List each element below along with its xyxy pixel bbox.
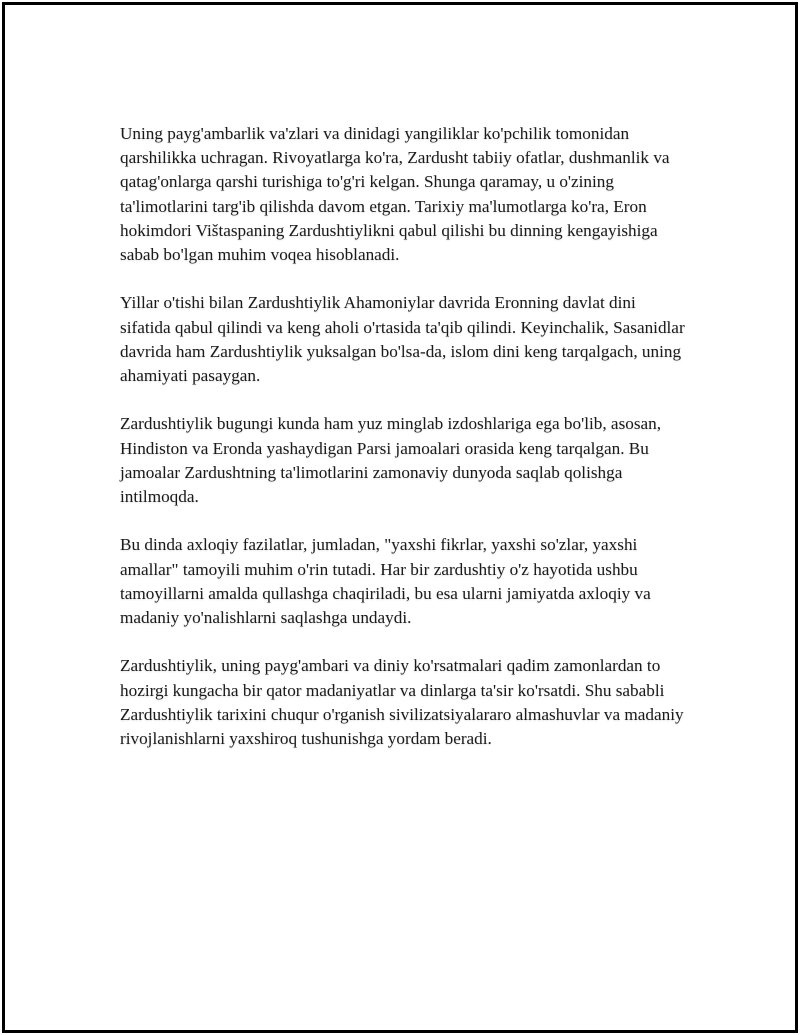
paragraph-1: Uning payg'ambarlik va'zlari va dinidagi yangiliklar ko'pchilik tomonidan qarshilikka uchragan. Rivoyatlarga ko'ra, Zardusht tabiiy ofatlar, dushmanlik va qatag'onlarga qarshi turishiga to'g'ri kelgan. Shunga qaramay, u o'zining ta'limotlarini targ'ib qilishda davom etgan. Tarixiy ma'lumotlarga ko'ra, Eron hokimdori Vištaspaning Zardushtiylikni qabul qilishi bu dinning kengayishiga sabab bo'lgan muhim voqea hisoblanadi. — [120, 124, 670, 265]
paragraph-2: Yillar o'tishi bilan Zardushtiylik Ahamoniylar davrida Eronning davlat dini sifatida qabul qilindi va keng aholi o'rtasida ta'qib qilindi. Keyinchalik, Sasanidlar davrida ham Zardushtiylik yuksalgan bo'lsa-da, islom dini keng tarqalgach, uning ahamiyati pasaygan. — [120, 293, 685, 386]
paragraph-5: Zardushtiylik, uning payg'ambari va diniy ko'rsatmalari qadim zamonlardan to hozirgi kungacha bir qator madaniyatlar va dinlarga ta'sir ko'rsatdi. Shu sababli Zardushtiylik tarixini chuqur o'rganish sivilizatsiyalararo almashuvlar va madaniy rivojlanishlarni yaxshiroq tushunishga yordam beradi. — [120, 656, 684, 749]
paragraph-3: Zardushtiylik bugungi kunda ham yuz minglab izdoshlariga ega bo'lib, asosan, Hindiston va Eronda yashaydigan Parsi jamoalari orasida keng tarqalgan. Bu jamoalar Zardushtning ta'limotlarini zamonaviy dunyoda saqlab qolishga intilmoqda. — [120, 414, 662, 507]
document-body — [120, 122, 690, 775]
page-border — [2, 2, 798, 1033]
paragraph-4: Bu dinda axloqiy fazilatlar, jumladan, "yaxshi fikrlar, yaxshi so'zlar, yaxshi amallar" tamoyili muhim o'rin tutadi. Har bir zardushtiy o'z hayotida ushbu tamoyillarni amalda qullashga chaqiriladi, bu esa ularni jamiyatda axloqiy va madaniy yo'nalishlarni saqlashga undaydi. — [120, 535, 651, 628]
